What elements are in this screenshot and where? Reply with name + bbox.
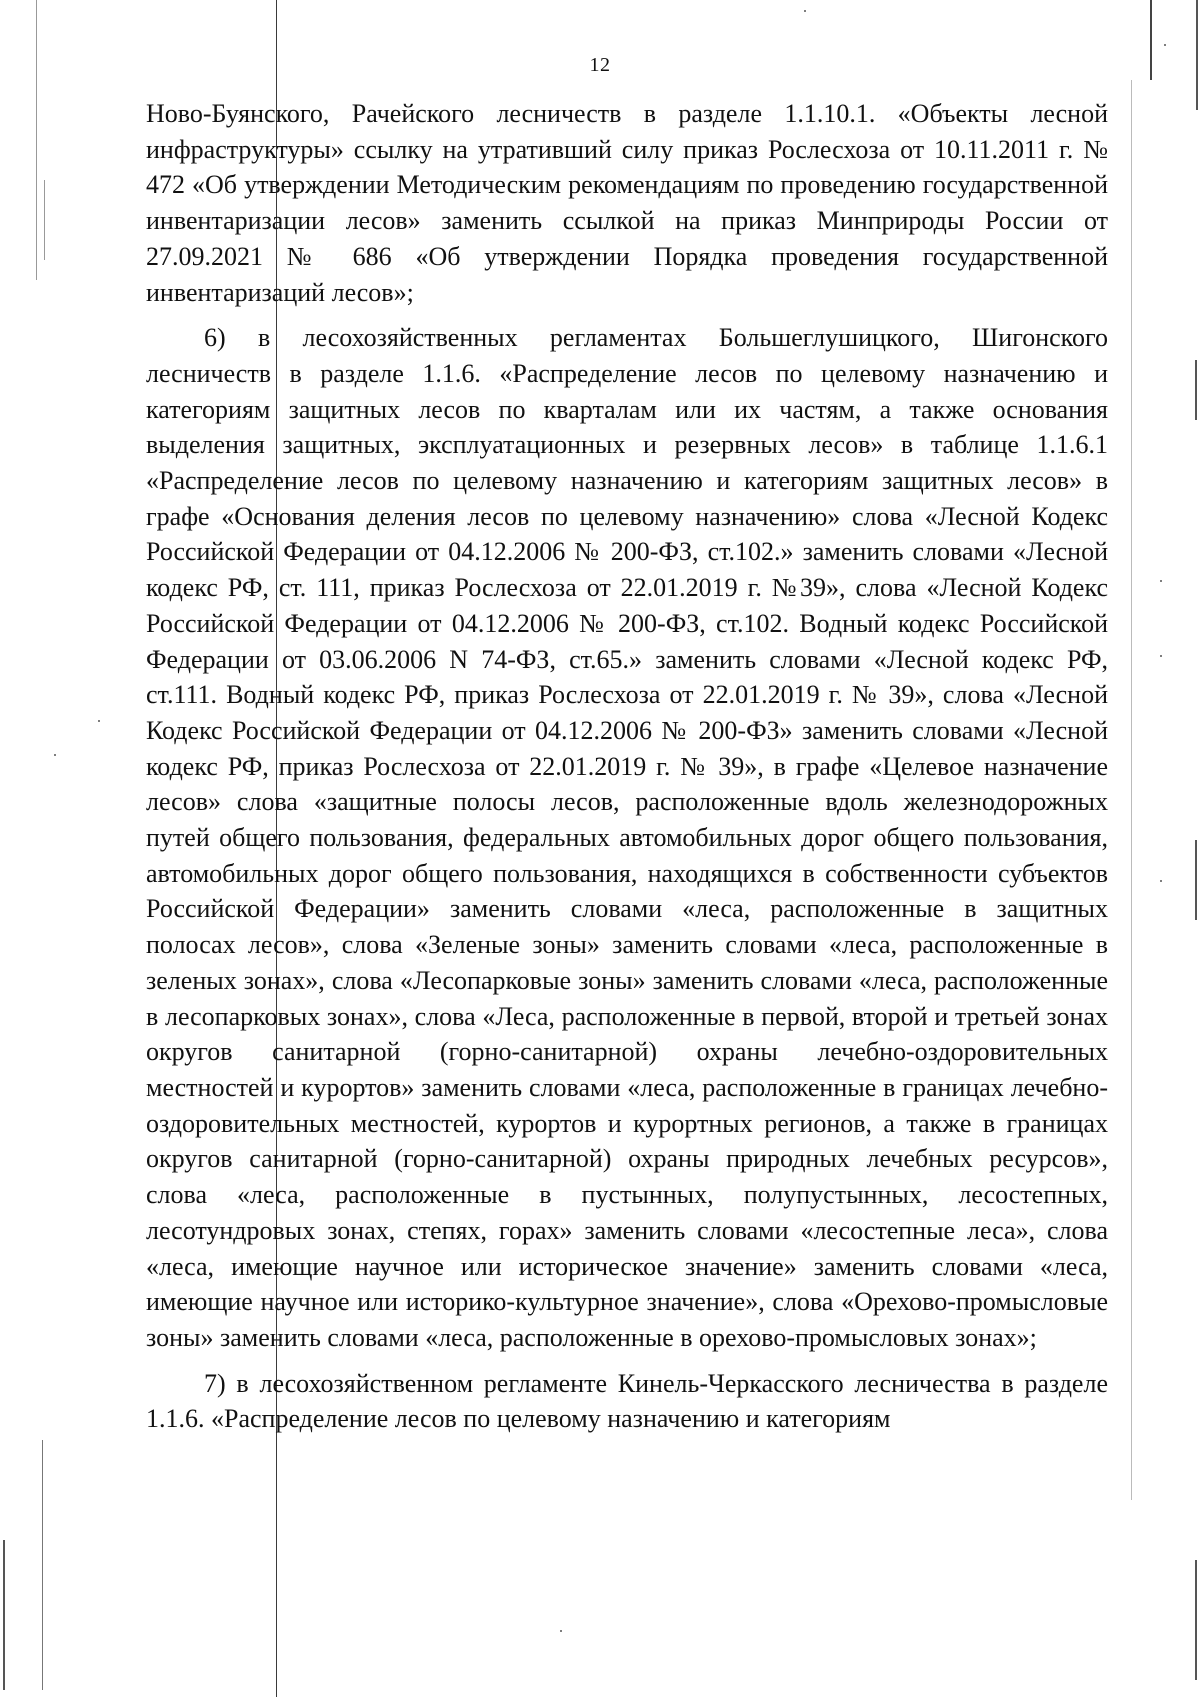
scan-artifact-dot [1160,880,1162,882]
scan-artifact-dot [98,720,100,722]
scan-artifact-dot [1160,655,1162,657]
paragraph-item-6: 6) в лесохозяйственных регламентах Большеглушицкого, Шигонского лесничеств в разделе 1.1.6. «Распределение лесов по целевому назначению и категориям защитных лесов по кварталам или их частям, а также основания выделения защитных, эксплуатационных и резервных лесов» в таблице 1.1.6.1 «Распределение лесов по целевому назначению и категориям защитных лесов» в графе «Основания деления лесов по целевому назначению» слова «Лесной Кодекс Российской Федерации от 04.12.2006 № 200-ФЗ, ст.102.» заменить словами «Лесной кодекс РФ, ст. 111, приказ Рослесхоза от 22.01.2019 г. №39», слова «Лесной Кодекс Российской Федерации от 04.12.2006 № 200-ФЗ, ст.102. Водный кодекс Российской Федерации от 03.06.2006 N 74-ФЗ, ст.65.» заменить словами «Лесной кодекс РФ, ст.111. Водный кодекс РФ, приказ Рослесхоза от 22.01.2019 г. № 39», слова «Лесной Кодекс Российской Федерации от 04.12.2006 № 200-ФЗ» заменить словами «Лесной кодекс РФ, приказ Рослесхоза от 22.01.2019 г. № 39», в графе «Целевое назначение лесов» слова «защитные полосы лесов, расположенные вдоль железнодорожных путей общего пользования, федеральных автомобильных дорог общего пользования, автомобильных дорог общего пользования, находящихся в собственности субъектов Российской Федерации» заменить словами «леса, расположенные в защитных полосах лесов», слова «Зеленые зоны» заменить словами «леса, расположенные в зеленых зонах», слова «Лесопарковые зоны» заменить словами «леса, расположенные в лесопарковых зонах», слова «Леса, расположенные в первой, второй и третьей зонах округов санитарной (горно-санитарной) охраны лечебно-оздоровительных местностей и курортов» заменить словами «леса, расположенные в границах лечебно-оздоровительных местностей, курортов и курортных регионов, а также в границах округов санитарной (горно-санитарной) охраны природных лечебных ресурсов», слова «леса, расположенные в пустынных, полупустынных, лесостепных, лесотундровых зонах, степях, горах» заменить словами «лесостепные леса», слова «леса, имеющие научное или историческое значение» заменить словами «леса, имеющие научное или историко-культурное значение», слова «Орехово-промысловые зоны» заменить словами «леса, расположенные в орехово-промысловых зонах»; [146,323,1108,1352]
scan-artifact-dot [560,1630,562,1632]
scan-artifact-line [44,180,45,260]
scan-artifact-dot [804,10,806,12]
scan-artifact-line [1195,1560,1197,1680]
scan-artifact-dot [1164,44,1166,46]
paragraph-item-7: 7) в лесохозяйственном регламенте Кинель-Черкасского лесничества в разделе 1.1.6. «Распределение лесов по целевому назначению и категориям [146,1368,1108,1434]
scan-artifact-line [3,1540,5,1690]
document-body [146,96,1108,1437]
scan-artifact-line [1195,360,1197,420]
scan-artifact-line [1131,80,1132,1500]
scan-artifact-line [1195,840,1197,920]
page-number: 12 [589,54,611,76]
scan-artifact-dot [54,754,56,756]
paragraph-continuation: Ново-Буянского, Рачейского лесничеств в разделе 1.1.10.1. «Объекты лесной инфраструктуры» ссылку на утративший силу приказ Рослесхоза от 10.11.2011 г. № 472 «Об утверждении Методическим рекомендациям по проведению государственной инвентаризации лесов» заменить ссылкой на приказ Минприроды России от 27.09.2021 № 686 «Об утверждении Порядка проведения государственной инвентаризаций лесов»; [146,99,1108,307]
scan-artifact-dot [1160,580,1162,582]
scan-artifact-line [36,0,37,280]
scan-artifact-line [42,1440,43,1690]
